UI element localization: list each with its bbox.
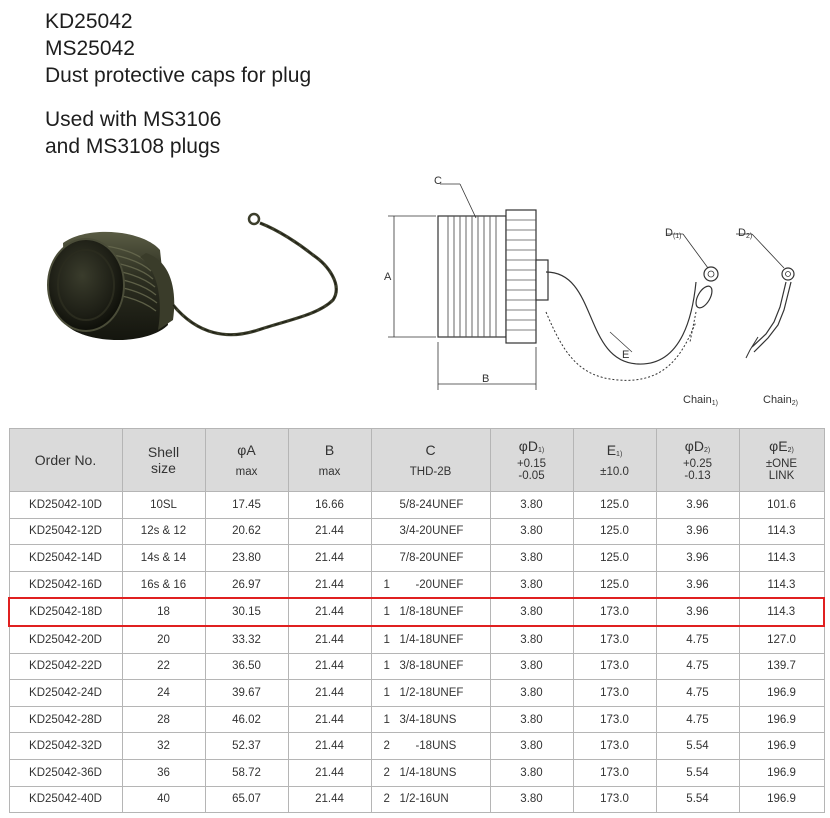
cell-a: 23.80 bbox=[205, 545, 288, 572]
cell-e2: 114.3 bbox=[739, 571, 824, 598]
cell-a: 58.72 bbox=[205, 759, 288, 786]
cell-e1: 125.0 bbox=[573, 545, 656, 572]
cell-order: KD25042-28D bbox=[9, 706, 122, 733]
cell-b: 21.44 bbox=[288, 733, 371, 760]
cell-c: 5/8-24UNEF bbox=[371, 492, 490, 519]
cell-order: KD25042-10D bbox=[9, 492, 122, 519]
cell-e2: 114.3 bbox=[739, 545, 824, 572]
chain-label-1: Chain1) bbox=[683, 394, 718, 407]
usage-block bbox=[45, 106, 221, 160]
cell-shell: 36 bbox=[122, 759, 205, 786]
cell-e1: 125.0 bbox=[573, 492, 656, 519]
cell-shell: 24 bbox=[122, 680, 205, 707]
table-row bbox=[9, 626, 824, 653]
cell-a: 30.15 bbox=[205, 598, 288, 626]
cell-b: 21.44 bbox=[288, 626, 371, 653]
cell-e1: 173.0 bbox=[573, 759, 656, 786]
cell-shell: 28 bbox=[122, 706, 205, 733]
cell-e2: 196.9 bbox=[739, 680, 824, 707]
cell-order: KD25042-14D bbox=[9, 545, 122, 572]
cell-d2: 3.96 bbox=[656, 545, 739, 572]
cell-e1: 173.0 bbox=[573, 598, 656, 626]
cell-d1: 3.80 bbox=[490, 626, 573, 653]
cell-order: KD25042-20D bbox=[9, 626, 122, 653]
cell-d2: 4.75 bbox=[656, 653, 739, 680]
cell-d2: 3.96 bbox=[656, 598, 739, 626]
cell-e2: 139.7 bbox=[739, 653, 824, 680]
table-row bbox=[9, 492, 824, 519]
dim-label-d1: D(1) bbox=[665, 227, 682, 240]
cell-d2: 3.96 bbox=[656, 518, 739, 545]
cell-shell: 20 bbox=[122, 626, 205, 653]
cell-a: 33.32 bbox=[205, 626, 288, 653]
cell-order: KD25042-36D bbox=[9, 759, 122, 786]
cell-b: 21.44 bbox=[288, 759, 371, 786]
table-row bbox=[9, 786, 824, 813]
cell-d1: 3.80 bbox=[490, 759, 573, 786]
cell-c: 1 -20UNEF bbox=[371, 571, 490, 598]
table-row bbox=[9, 733, 824, 760]
cell-a: 52.37 bbox=[205, 733, 288, 760]
table-body bbox=[9, 492, 824, 813]
part-number-kd: KD25042 bbox=[45, 10, 133, 33]
header-b: B max bbox=[288, 429, 371, 492]
part-number-ms: MS25042 bbox=[45, 37, 135, 60]
cell-e1: 125.0 bbox=[573, 518, 656, 545]
cell-b: 21.44 bbox=[288, 571, 371, 598]
table-row bbox=[9, 545, 824, 572]
cell-a: 20.62 bbox=[205, 518, 288, 545]
table-row bbox=[9, 598, 824, 626]
cell-a: 46.02 bbox=[205, 706, 288, 733]
cell-order: KD25042-24D bbox=[9, 680, 122, 707]
header-d2: $\varphi D_{2)}$ +0.25 -0.13 bbox=[656, 429, 739, 492]
cell-d2: 4.75 bbox=[656, 706, 739, 733]
cell-d1: 3.80 bbox=[490, 518, 573, 545]
cell-order: KD25042-32D bbox=[9, 733, 122, 760]
header-a: φA max bbox=[205, 429, 288, 492]
cell-order: KD25042-16D bbox=[9, 571, 122, 598]
dim-label-d2: D2) bbox=[738, 227, 753, 240]
cell-b: 16.66 bbox=[288, 492, 371, 519]
product-photo bbox=[28, 205, 373, 405]
cell-e1: 173.0 bbox=[573, 733, 656, 760]
cell-b: 21.44 bbox=[288, 653, 371, 680]
cell-e1: 173.0 bbox=[573, 653, 656, 680]
cell-d2: 5.54 bbox=[656, 759, 739, 786]
cell-c: 3/4-20UNEF bbox=[371, 518, 490, 545]
chain-label-2: Chain2) bbox=[763, 394, 798, 407]
cell-c: 2 1/4-18UNS bbox=[371, 759, 490, 786]
cell-a: 17.45 bbox=[205, 492, 288, 519]
cell-b: 21.44 bbox=[288, 598, 371, 626]
cell-e2: 101.6 bbox=[739, 492, 824, 519]
cell-order: KD25042-18D bbox=[9, 598, 122, 626]
technical-drawing bbox=[378, 172, 830, 414]
cell-e2: 196.9 bbox=[739, 706, 824, 733]
cell-shell: 40 bbox=[122, 786, 205, 813]
cell-c: 2 1/2-16UN bbox=[371, 786, 490, 813]
cell-shell: 32 bbox=[122, 733, 205, 760]
cell-e1: 173.0 bbox=[573, 786, 656, 813]
cell-e1: 173.0 bbox=[573, 706, 656, 733]
dim-label-b: B bbox=[482, 373, 490, 385]
header-c: C THD-2B bbox=[371, 429, 490, 492]
cell-c: 2 -18UNS bbox=[371, 733, 490, 760]
table-row bbox=[9, 759, 824, 786]
header-e1: $E_{1)}$ ±10.0 bbox=[573, 429, 656, 492]
cell-d2: 3.96 bbox=[656, 571, 739, 598]
cell-c: 1 1/2-18UNEF bbox=[371, 680, 490, 707]
cell-e1: 173.0 bbox=[573, 680, 656, 707]
cell-d1: 3.80 bbox=[490, 598, 573, 626]
usage-line-2: and MS3108 plugs bbox=[45, 135, 221, 158]
cell-d1: 3.80 bbox=[490, 786, 573, 813]
cell-d1: 3.80 bbox=[490, 653, 573, 680]
cell-d2: 4.75 bbox=[656, 626, 739, 653]
cell-order: KD25042-12D bbox=[9, 518, 122, 545]
cell-d1: 3.80 bbox=[490, 680, 573, 707]
table-row bbox=[9, 653, 824, 680]
cell-d1: 3.80 bbox=[490, 706, 573, 733]
cell-shell: 22 bbox=[122, 653, 205, 680]
cell-b: 21.44 bbox=[288, 545, 371, 572]
cell-e1: 125.0 bbox=[573, 571, 656, 598]
cell-c: 1 1/4-18UNEF bbox=[371, 626, 490, 653]
dim-label-c: C bbox=[434, 175, 442, 187]
table-header bbox=[9, 429, 824, 492]
cell-d1: 3.80 bbox=[490, 545, 573, 572]
cell-c: 1 3/8-18UNEF bbox=[371, 653, 490, 680]
cell-d1: 3.80 bbox=[490, 571, 573, 598]
cell-b: 21.44 bbox=[288, 786, 371, 813]
header-shell-size: Shell size bbox=[122, 429, 205, 492]
spec-table bbox=[8, 428, 825, 813]
cell-b: 21.44 bbox=[288, 706, 371, 733]
table-row bbox=[9, 518, 824, 545]
cell-shell: 10SL bbox=[122, 492, 205, 519]
cell-d2: 4.75 bbox=[656, 680, 739, 707]
cell-d2: 5.54 bbox=[656, 786, 739, 813]
header-order-no: Order No. bbox=[9, 429, 122, 492]
cell-d1: 3.80 bbox=[490, 492, 573, 519]
cell-c: 1 3/4-18UNS bbox=[371, 706, 490, 733]
dim-label-a: A bbox=[384, 271, 392, 283]
cell-e1: 173.0 bbox=[573, 626, 656, 653]
cell-c: 1 1/8-18UNEF bbox=[371, 598, 490, 626]
cell-d2: 5.54 bbox=[656, 733, 739, 760]
cell-e2: 196.9 bbox=[739, 786, 824, 813]
cell-e2: 114.3 bbox=[739, 598, 824, 626]
cell-shell: 18 bbox=[122, 598, 205, 626]
cell-a: 65.07 bbox=[205, 786, 288, 813]
cell-a: 39.67 bbox=[205, 680, 288, 707]
table-row bbox=[9, 571, 824, 598]
header-e2: $\varphi E_{2)}$ ±ONE LINK bbox=[739, 429, 824, 492]
cell-order: KD25042-22D bbox=[9, 653, 122, 680]
table-row bbox=[9, 706, 824, 733]
title-block bbox=[45, 8, 311, 89]
cell-d1: 3.80 bbox=[490, 733, 573, 760]
dim-label-e: E bbox=[622, 349, 630, 361]
cell-e2: 196.9 bbox=[739, 759, 824, 786]
header-d1: $\varphi D_{1)}$ +0.15 -0.05 bbox=[490, 429, 573, 492]
cell-b: 21.44 bbox=[288, 518, 371, 545]
cell-e2: 114.3 bbox=[739, 518, 824, 545]
usage-line-1: Used with MS3106 bbox=[45, 108, 222, 131]
cell-a: 36.50 bbox=[205, 653, 288, 680]
cell-d2: 3.96 bbox=[656, 492, 739, 519]
cell-c: 7/8-20UNEF bbox=[371, 545, 490, 572]
product-description: Dust protective caps for plug bbox=[45, 64, 312, 87]
cell-shell: 16s & 16 bbox=[122, 571, 205, 598]
cell-e2: 196.9 bbox=[739, 733, 824, 760]
cell-e2: 127.0 bbox=[739, 626, 824, 653]
cell-a: 26.97 bbox=[205, 571, 288, 598]
cell-b: 21.44 bbox=[288, 680, 371, 707]
cell-shell: 14s & 14 bbox=[122, 545, 205, 572]
cell-order: KD25042-40D bbox=[9, 786, 122, 813]
cell-shell: 12s & 12 bbox=[122, 518, 205, 545]
table-row bbox=[9, 680, 824, 707]
